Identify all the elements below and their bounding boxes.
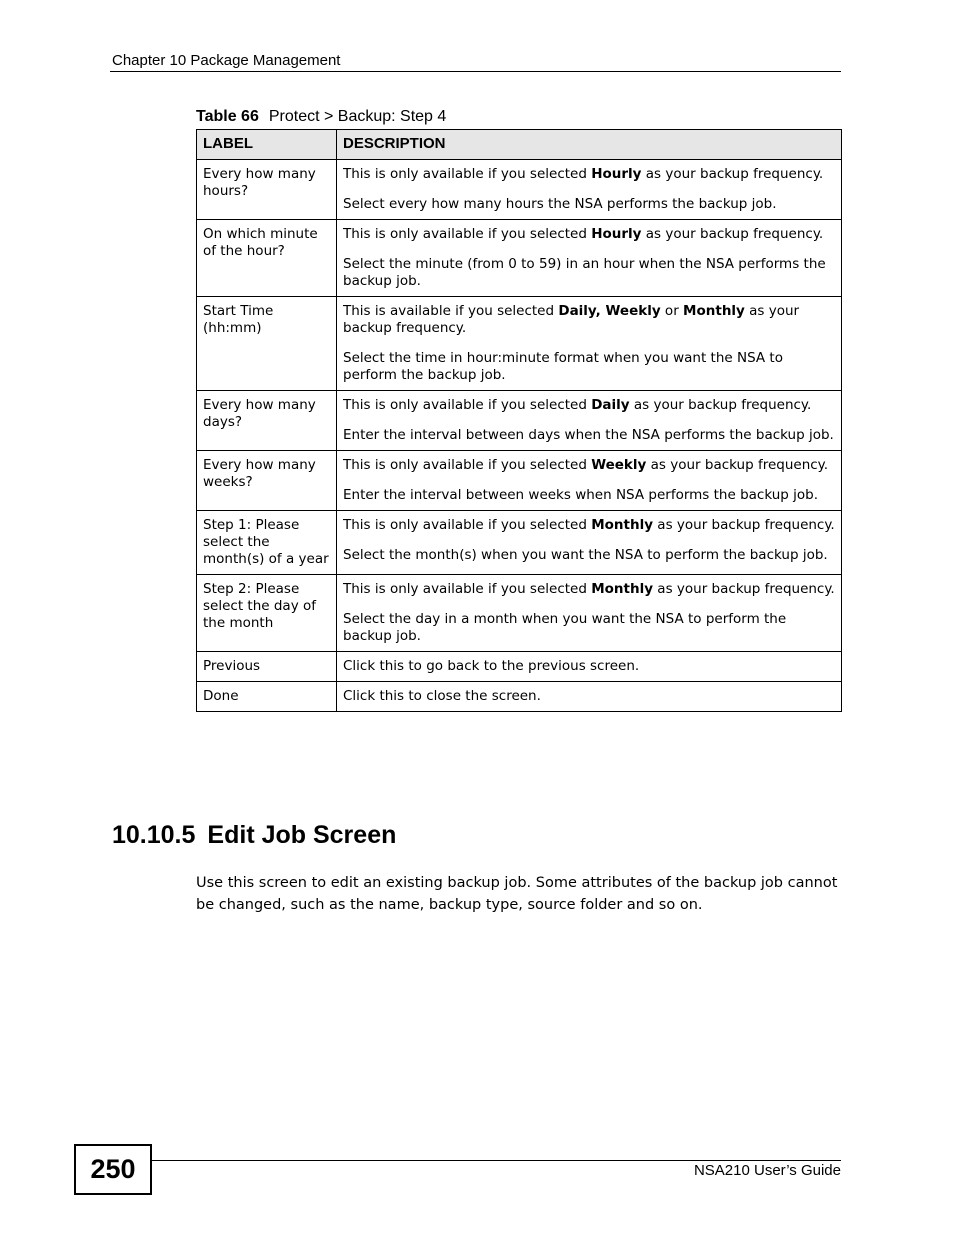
page-number: 250 [74,1144,152,1195]
description-paragraph: Click this to go back to the previous screen. [343,658,640,674]
description-paragraph: Enter the interval between weeks when NSA performs the backup job. [343,487,819,503]
reference-table [196,129,842,712]
table-row [197,682,842,712]
row-description [337,511,842,575]
description-paragraph: This is only available if you selected Hourly as your backup frequency. [343,166,824,182]
row-description [337,391,842,451]
footer-rule [150,1160,841,1161]
description-paragraph: This is only available if you selected Weekly as your backup frequency. [343,457,829,473]
table-caption-number: Table 66 [196,108,259,125]
table-row [197,575,842,652]
description-paragraph: Select the minute (from 0 to 59) in an hour when the NSA performs the backup job. [343,256,826,289]
description-paragraph: This is only available if you selected Daily as your backup frequency. [343,397,812,413]
table-row [197,652,842,682]
table-row [197,511,842,575]
description-paragraph: Select the time in hour:minute format when you want the NSA to perform the backup job. [343,350,783,383]
footer-guide-title: NSA210 User’s Guide [693,1162,841,1179]
row-label: Done [197,682,337,712]
row-label: On which minute of the hour? [197,220,337,297]
row-label: Previous [197,652,337,682]
row-description [337,160,842,220]
row-label: Start Time (hh:mm) [197,297,337,391]
section-heading [112,821,396,850]
row-label: Every how many days? [197,391,337,451]
description-paragraph: This is available if you selected Daily, Weekly or Monthly as your backup frequency. [343,303,800,336]
table-row [197,220,842,297]
description-paragraph: Select the month(s) when you want the NSA to perform the backup job. [343,547,828,563]
description-paragraph: Enter the interval between days when the NSA performs the backup job. [343,427,834,443]
row-description [337,652,842,682]
table-caption [196,108,446,126]
row-label: Step 1: Please select the month(s) of a year [197,511,337,575]
row-label: Step 2: Please select the day of the month [197,575,337,652]
row-label: Every how many hours? [197,160,337,220]
table-caption-title: Protect > Backup: Step 4 [268,108,447,125]
column-header-description: DESCRIPTION [337,130,842,160]
running-head: Chapter 10 Package Management [112,52,341,69]
description-paragraph: Select every how many hours the NSA performs the backup job. [343,196,777,212]
table-header-row [197,130,842,160]
table-row [197,451,842,511]
description-paragraph: This is only available if you selected Monthly as your backup frequency. [343,517,835,533]
row-description [337,297,842,391]
row-description [337,682,842,712]
table-row [197,160,842,220]
description-paragraph: Select the day in a month when you want the NSA to perform the backup job. [343,611,787,644]
header-rule [110,71,841,72]
section-number: 10.10.5 [112,821,196,849]
section-intro-paragraph: Use this screen to edit an existing backup job. Some attributes of the backup job cannot be changed, such as the name, backup type, source folder and so on. [196,875,838,913]
section-title: Edit Job Screen [207,821,397,849]
column-header-label: LABEL [197,130,337,160]
table-row [197,297,842,391]
description-paragraph: This is only available if you selected Monthly as your backup frequency. [343,581,835,597]
row-description [337,220,842,297]
table-row [197,391,842,451]
description-paragraph: This is only available if you selected Hourly as your backup frequency. [343,226,824,242]
row-description [337,451,842,511]
description-paragraph: Click this to close the screen. [343,688,541,704]
row-description [337,575,842,652]
row-label: Every how many weeks? [197,451,337,511]
